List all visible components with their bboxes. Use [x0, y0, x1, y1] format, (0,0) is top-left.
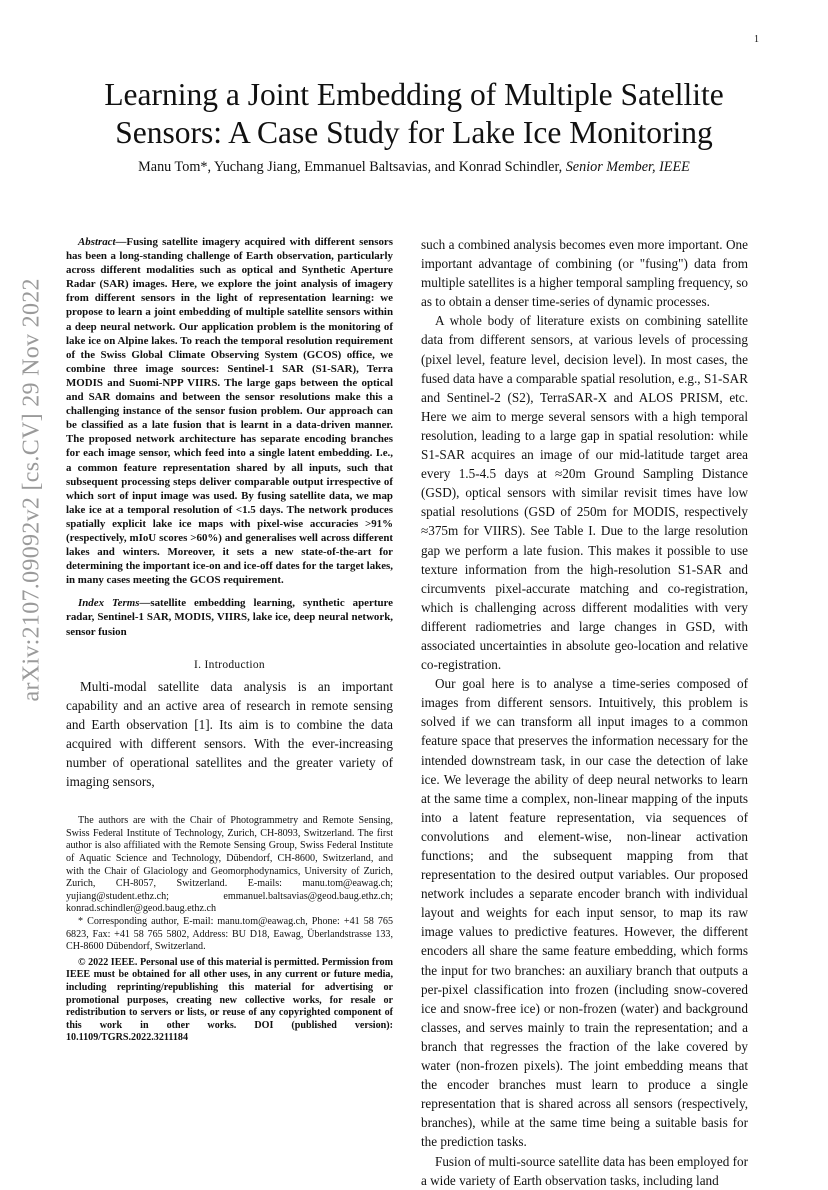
copyright-notice: © 2022 IEEE. Personal use of this material is permitted. Permission from IEEE must be obtained for all other uses, in any current or future media, including reprinting/republishing this material for advertising or promotional purposes, creating new collective works, for resale or redistribution to servers or lists, or reuse of any copyrighted component of this work in other works. DOI (published version): 10.1109/TGRS.2022.3211184 [66, 956, 393, 1044]
body-paragraph: Multi-modal satellite data analysis is an important capability and an active area of research in remote sensing and Earth observation [1]. Its aim is to combine the data acquired with different sensors. With the ever-increasing number of operational satellites and the greater variety of imaging sensors, [66, 678, 393, 790]
index-terms-label: Index Terms [78, 597, 140, 610]
arxiv-stamp-text: arXiv:2107.09092v2 [cs.CV] 29 Nov 2022 [18, 278, 45, 702]
author-names: Manu Tom*, Yuchang Jiang, Emmanuel Baltsavias, and Konrad Schindler, [138, 159, 566, 175]
footnotes [66, 815, 393, 1045]
paper-title: Learning a Joint Embedding of Multiple Satellite Sensors: A Case Study for Lake Ice Monitoring [104, 77, 724, 150]
body-paragraph: Our goal here is to analyse a time-series composed of images from different sensors. Intuitively, this problem is solved if we can transform all input images to a common feature space that preserves the information necessary for the intended downstream task, in our case the detection of lake ice. We leverage the ability of deep neural networks to learn at the same time a complex, non-linear mapping of the inputs into a latent feature representation, via sequences of convolutions and element-wise, non-linear activation functions; and the subsequent mapping from that representation to the desired output variables. Our proposed network includes a separate encoder branch with individual layout and weights for each input sensor, to map its raw image values to predictive features. However, the different encoders all share the same feature embedding, which forms the input for two branches: an auxiliary branch that outputs a per-pixel classification into frozen (including snow-covered ice and snow-free ice) or non-frozen (water) and background classes, and serves mainly to train the representation; and a branch that regresses the fraction of the lake covered by water (non-frozen pixels). The joint embedding means that the encoder branches must learn to produce a single representation that is shared across all sensors (respectively, branches), while at the same time being a suitable basis for the prediction tasks. [421, 676, 748, 1150]
abstract-text: —Fusing satellite imagery acquired with different sensors has been a long-standing challenge of Earth observation, particularly across different modalities such as optical and Synthetic Aperture Radar (SAR) images. Here, we explore the joint analysis of imagery from different sensors in the light of representation learning: we propose to learn a joint embedding of multiple satellite sensors within a deep neural network. Our application problem is the monitoring of lake ice on Alpine lakes. To reach the temporal resolution requirement of the Swiss Global Climate Observing System (GCOS) office, we combine three image sources: Sentinel-1 SAR (S1-SAR), Terra MODIS and Suomi-NPP VIIRS. The large gaps between the optical and SAR domains and between the sensor resolutions make this a challenging instance of the sensor fusion problem. Our approach can be classified as a late fusion that is learnt in a data-driven manner. The proposed network architecture has separate encoding branches for each image sensor, which feed into a single latent embedding. I.e., a common feature representation shared by all inputs, such that subsequent processing steps deliver comparable output irrespective of which sort of input image was used. By fusing satellite data, we map lake ice at a temporal resolution of <1.5 days. The network produces spatially explicit lake ice maps with pixel-wise accuracies >91% (respectively, mIoU scores >60%) and generalises well across different lakes and winters. Moreover, it sets a new state-of-the-art for determining the important ice-on and ice-off dates for the target lakes, in many cases meeting the GCOS requirement. [66, 236, 393, 587]
abstract-label: Abstract [78, 236, 116, 248]
author-membership: Senior Member, IEEE [565, 159, 690, 175]
footnote-affiliation: The authors are with the Chair of Photogrammetry and Remote Sensing, Swiss Federal Institute of Technology, Zurich, CH-8093, Switzerland. The first author is also affiliated with the Remote Sensing Group, Swiss Federal Institute of Aquatic Science and Technology, Dübendorf, CH-8600, Switzerland, and with the Chair of Glaciology and Geomorphodynamics, University of Zurich, Zurich, CH-8057, Switzerland. E-mails: manu.tom@eawag.ch; yujiang@student.ethz.ch; emmanuel.baltsavias@geod.baug.ethz.ch; konrad.schindler@geod.baug.ethz.ch [66, 815, 393, 915]
body-paragraph: Fusion of multi-source satellite data has been employed for a wide variety of Earth observation tasks, including land [421, 1153, 748, 1188]
index-terms [66, 596, 393, 638]
index-terms-text: —satellite embedding learning, synthetic aperture radar, Sentinel-1 SAR, MODIS, VIIRS, lake ice, deep neural network, sensor fusion [66, 597, 393, 638]
left-column [66, 235, 393, 1045]
abstract [66, 235, 393, 587]
page-number: 1 [754, 34, 759, 45]
author-line [60, 157, 768, 177]
arxiv-stamp [20, 280, 44, 700]
body-paragraph: A whole body of literature exists on combining satellite data from different sensors, at various levels of processing (pixel level, feature level, decision level). In most cases, the fused data have a comparable spatial resolution, e.g., S1-SAR and Sentinel-2 (S2), TerraSAR-X and ALOS PRISM, etc. Here we aim to merge several sensors with a high temporal resolution, leading to a large gap in spatial resolution: while S1-SAR acquires an image of our mid-latitude target area every 1.5-4.5 days at ≈20m Ground Sampling Distance (GSD), optical sensors with similar revisit times have low spatial resolutions (GSD of 250m for MODIS, respectively ≈375m for VIIRS). See Table I. Due to the large resolution gap we perform a late fusion. This makes it possible to use texture information from the high-resolution S1-SAR and circumvents pixel-accurate matching and co-registration, which is challenging across different modalities with very different radiometries and large changes in GSD, with associated uncertainties in absolute geo-location and relative co-registration. [421, 313, 748, 673]
section-heading-introduction: I. Introduction [194, 658, 265, 671]
footnote-corresponding-author: * Corresponding author, E-mail: manu.tom@eawag.ch, Phone: +41 58 765 6823, Fax: +41 58 765 5802, Address: BU D18, Eawag, Überlandstrasse 133, CH-8600 Dübendorf, Switzerland. [66, 915, 393, 953]
right-column [421, 235, 748, 1190]
body-paragraph: such a combined analysis becomes even more important. One important advantage of combining (or "fusing") data from multiple satellites is a higher temporal sampling frequency, so as to obtain a denser time-series of dynamic processes. [421, 237, 748, 310]
